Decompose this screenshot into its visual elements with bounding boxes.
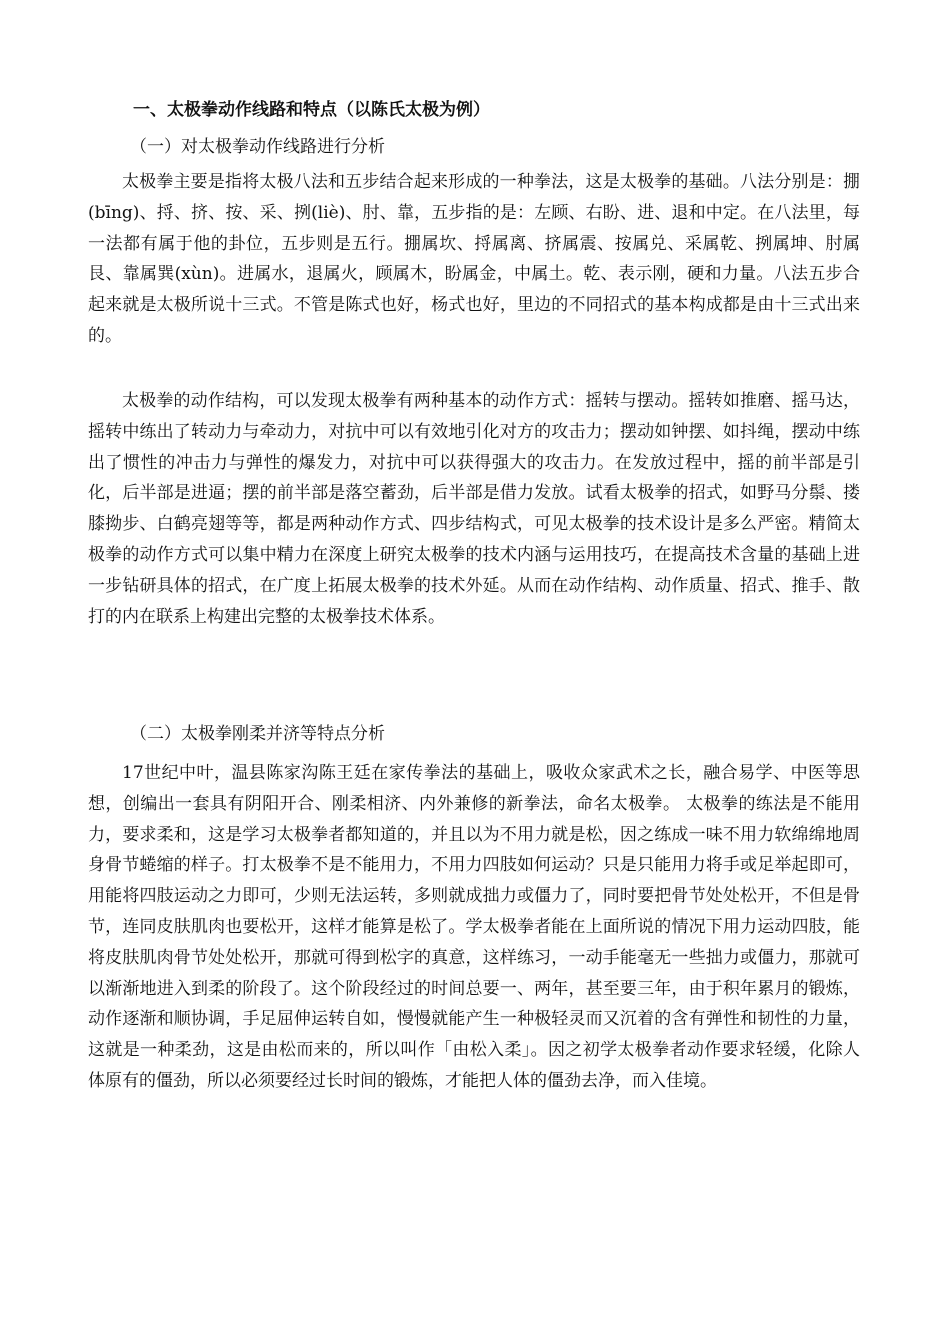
paragraph-action-structure: 太极拳的动作结构，可以发现太极拳有两种基本的动作方式：摇转与摆动。摇转如推磨、摇马达，摇转中练出了转动力与牵动力，对抗中可以有效地引化对方的攻击力；摆动如钟摆、如抖绳，摆动中练出了惯性的冲击力与弹性的爆发力，对抗中可以获得强大的攻击力。在发放过程中，摇的前半部是引化，后半部是进逼；摆的前半部是落空蓄劲，后半部是借力发放。试看太极拳的招式，如野马分鬃、搂膝拗步、白鹤亮翅等等，都是两种动作方式、四步结构式，可见太极拳的技术设计是多么严密。精简太极拳的动作方式可以集中精力在深度上研究太极拳的技术内涵与运用技巧，在提高技术含量的基础上进一步钻研具体的招式，在广度上拓展太极拳的技术外延。从而在动作结构、动作质量、招式、推手、散打的内在联系上构建出完整的太极拳技术体系。 xyxy=(88,391,860,627)
paragraph-gangrou: 17世纪中叶，温县陈家沟陈王廷在家传拳法的基础上，吸收众家武术之长，融合易学、中医等思想，创编出一套具有阴阳开合、刚柔相济、内外兼修的新拳法，命名太极拳。 太极拳的练法是不能用力，要求柔和，这是学习太极拳者都知道的，并且以为不用力就是松，因之练成一味不用力软绵绵地周身骨节蜷缩的样子。打太极拳不是不能用力，不用力四肢如何运动？只是只能用力将手或足举起即可，用能将四肢运动之力即可，少则无法运转，多则就成拙力或僵力了，同时要把骨节处处松开，不但是骨节，连同皮肤肌肉也要松开，这样才能算是松了。学太极拳者能在上面所说的情况下用力运动四肢，能将皮肤肌肉骨节处处松开，那就可得到松字的真意，这样练习，一动手能毫无一些拙力或僵力，那就可以渐渐地进入到柔的阶段了。这个阶段经过的时间总要一、两年，甚至要三年，由于积年累月的锻炼，动作逐渐和顺协调，手足屈伸运转自如，慢慢就能产生一种极轻灵而又沉着的含有弹性和韧性的力量，这就是一种柔劲，这是由松而来的，所以叫作「由松入柔」。因之初学太极拳者动作要求轻缓，化除人体原有的僵劲，所以必须要经过长时间的锻炼，才能把人体的僵劲去净，而入佳境。 xyxy=(88,763,860,1091)
section-title: 一、太极拳动作线路和特点（以陈氏太极为例） xyxy=(133,100,490,120)
subsection-heading-1: （一）对太极拳动作线路进行分析 xyxy=(130,137,385,157)
paragraph-bafa-wubu: 太极拳主要是指将太极八法和五步结合起来形成的一种拳法，这是太极拳的基础。八法分别是：掤(bīng)、捋、挤、按、采、挒(liè)、肘、靠，五步指的是：左顾、右盼、进、退和中定。在八法里，每一法都有属于他的卦位，五步则是五行。掤属坎、捋属离、挤属震、按属兑、采属乾、挒属坤、肘属艮、靠属巽(xùn)。进属水，退属火，顾属木，盼属金，中属土。乾、表示刚，硬和力量。八法五步合起来就是太极所说十三式。不管是陈式也好，杨式也好，里边的不同招式的基本构成都是由十三式出来的。 xyxy=(88,172,860,346)
subsection-heading-2: （二）太极拳刚柔并济等特点分析 xyxy=(130,724,385,744)
